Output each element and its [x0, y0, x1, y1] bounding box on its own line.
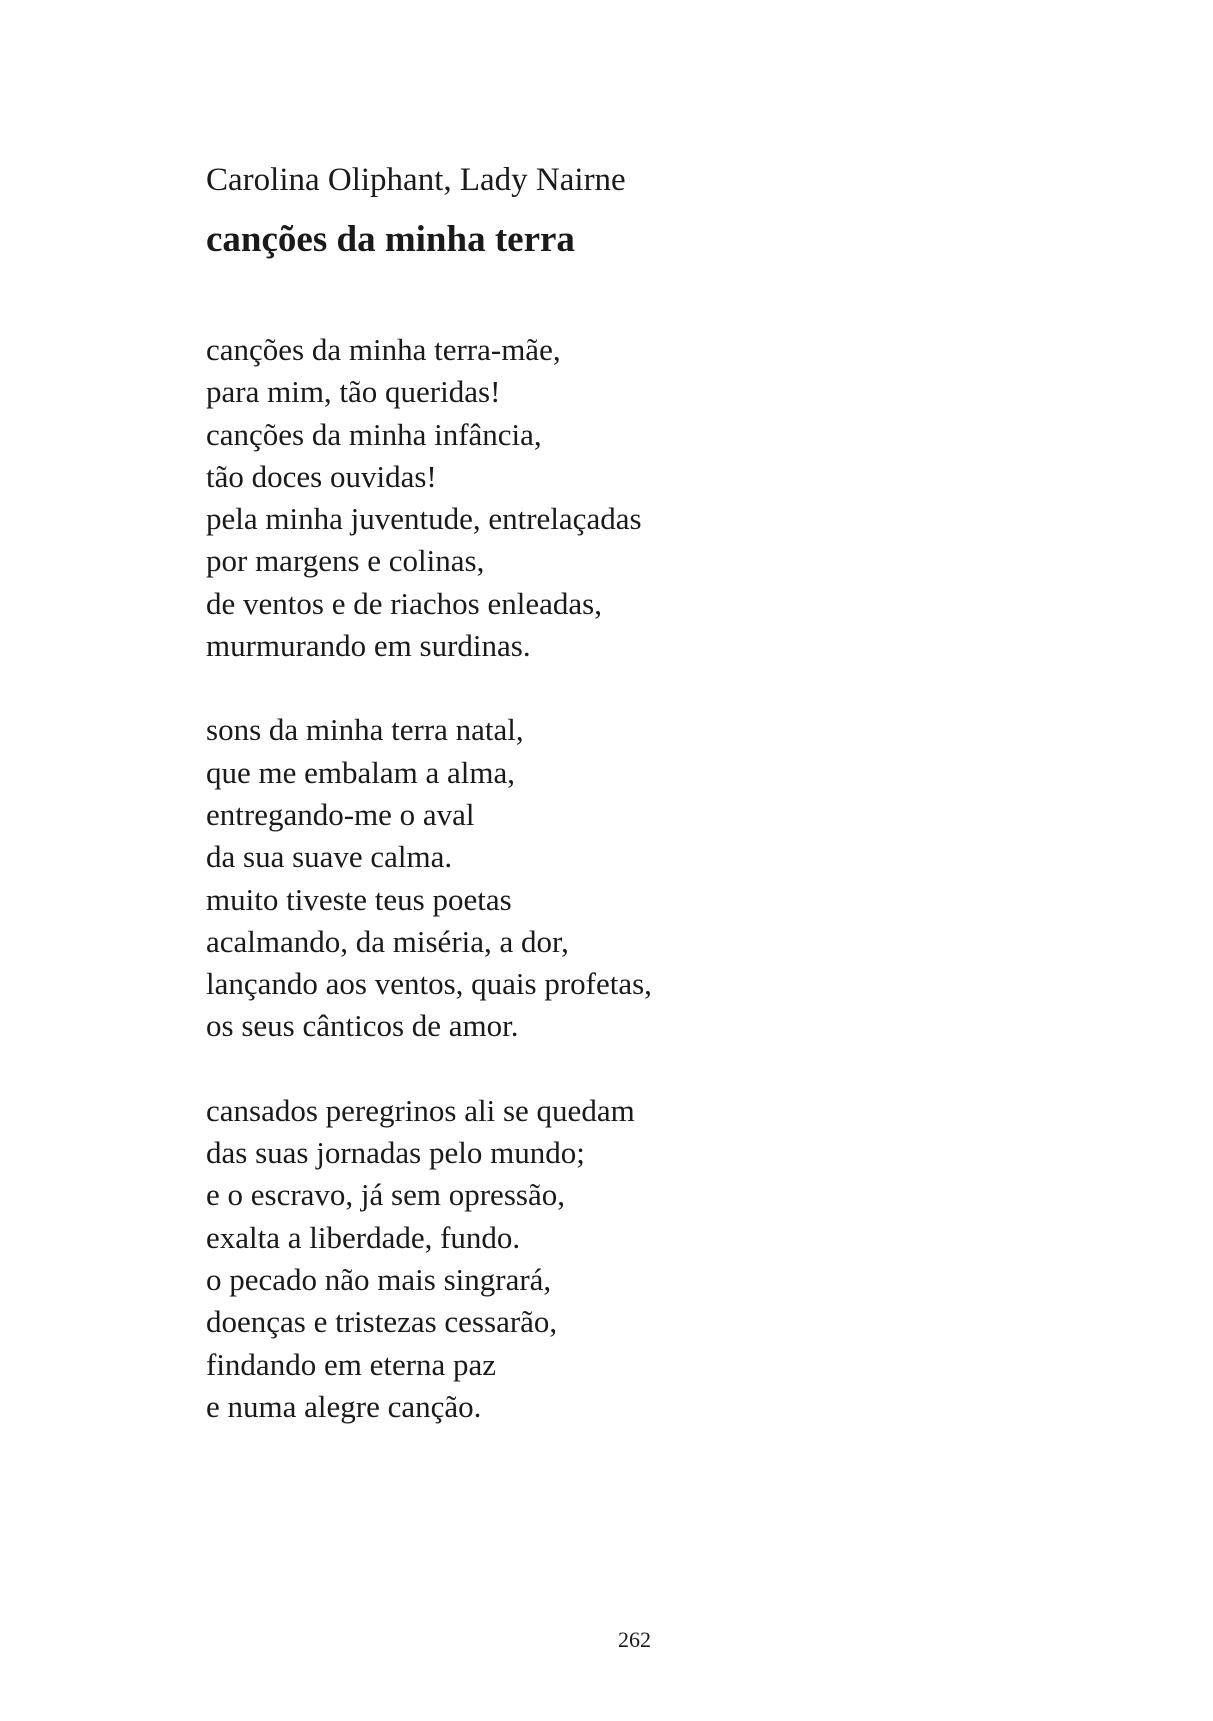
stanza-3	[206, 1090, 1106, 1428]
poem-line: para mim, tão queridas!	[206, 374, 501, 410]
poem-line: lançando aos ventos, quais profetas,	[206, 966, 652, 1002]
poem-line: pela minha juventude, entrelaçadas	[206, 501, 642, 537]
page-number: 262	[618, 1627, 651, 1652]
poem-line: das suas jornadas pelo mundo;	[206, 1135, 585, 1171]
poem-line: muito tiveste teus poetas	[206, 881, 512, 917]
poem-line: tão doces ouvidas!	[206, 458, 437, 494]
poem-line: os seus cânticos de amor.	[206, 1008, 519, 1044]
poem-line: por margens e colinas,	[206, 543, 485, 579]
author-name: Carolina Oliphant, Lady Nairne	[206, 162, 626, 198]
poem-line: entregando-me o aval	[206, 796, 475, 832]
poem-line: findando em eterna paz	[206, 1346, 497, 1382]
stanza-1	[206, 329, 1106, 667]
poem-line: doenças e tristezas cessarão,	[206, 1304, 558, 1340]
poem-line: sons da minha terra natal,	[206, 712, 524, 748]
poem-line: que me embalam a alma,	[206, 754, 516, 790]
poem-body	[206, 329, 1106, 1428]
stanza-2	[206, 709, 1106, 1047]
poem-line: canções da minha terra-mãe,	[206, 332, 561, 367]
poem-line: murmurando em surdinas.	[206, 628, 531, 664]
poem-line: de ventos e de riachos enleadas,	[206, 585, 602, 621]
poem-line: o pecado não mais singrará,	[206, 1261, 552, 1297]
poem-line: e o escravo, já sem opressão,	[206, 1177, 565, 1213]
poem-line: e numa alegre canção.	[206, 1388, 482, 1424]
poem-line: da sua suave calma.	[206, 839, 453, 875]
poem-line: acalmando, da miséria, a dor,	[206, 923, 569, 959]
poem-page	[206, 160, 1106, 1470]
poem-title: canções da minha terra	[206, 219, 575, 260]
poem-line: exalta a liberdade, fundo.	[206, 1219, 521, 1255]
poem-line: cansados peregrinos ali se quedam	[206, 1092, 635, 1128]
poem-line: canções da minha infância,	[206, 416, 542, 452]
